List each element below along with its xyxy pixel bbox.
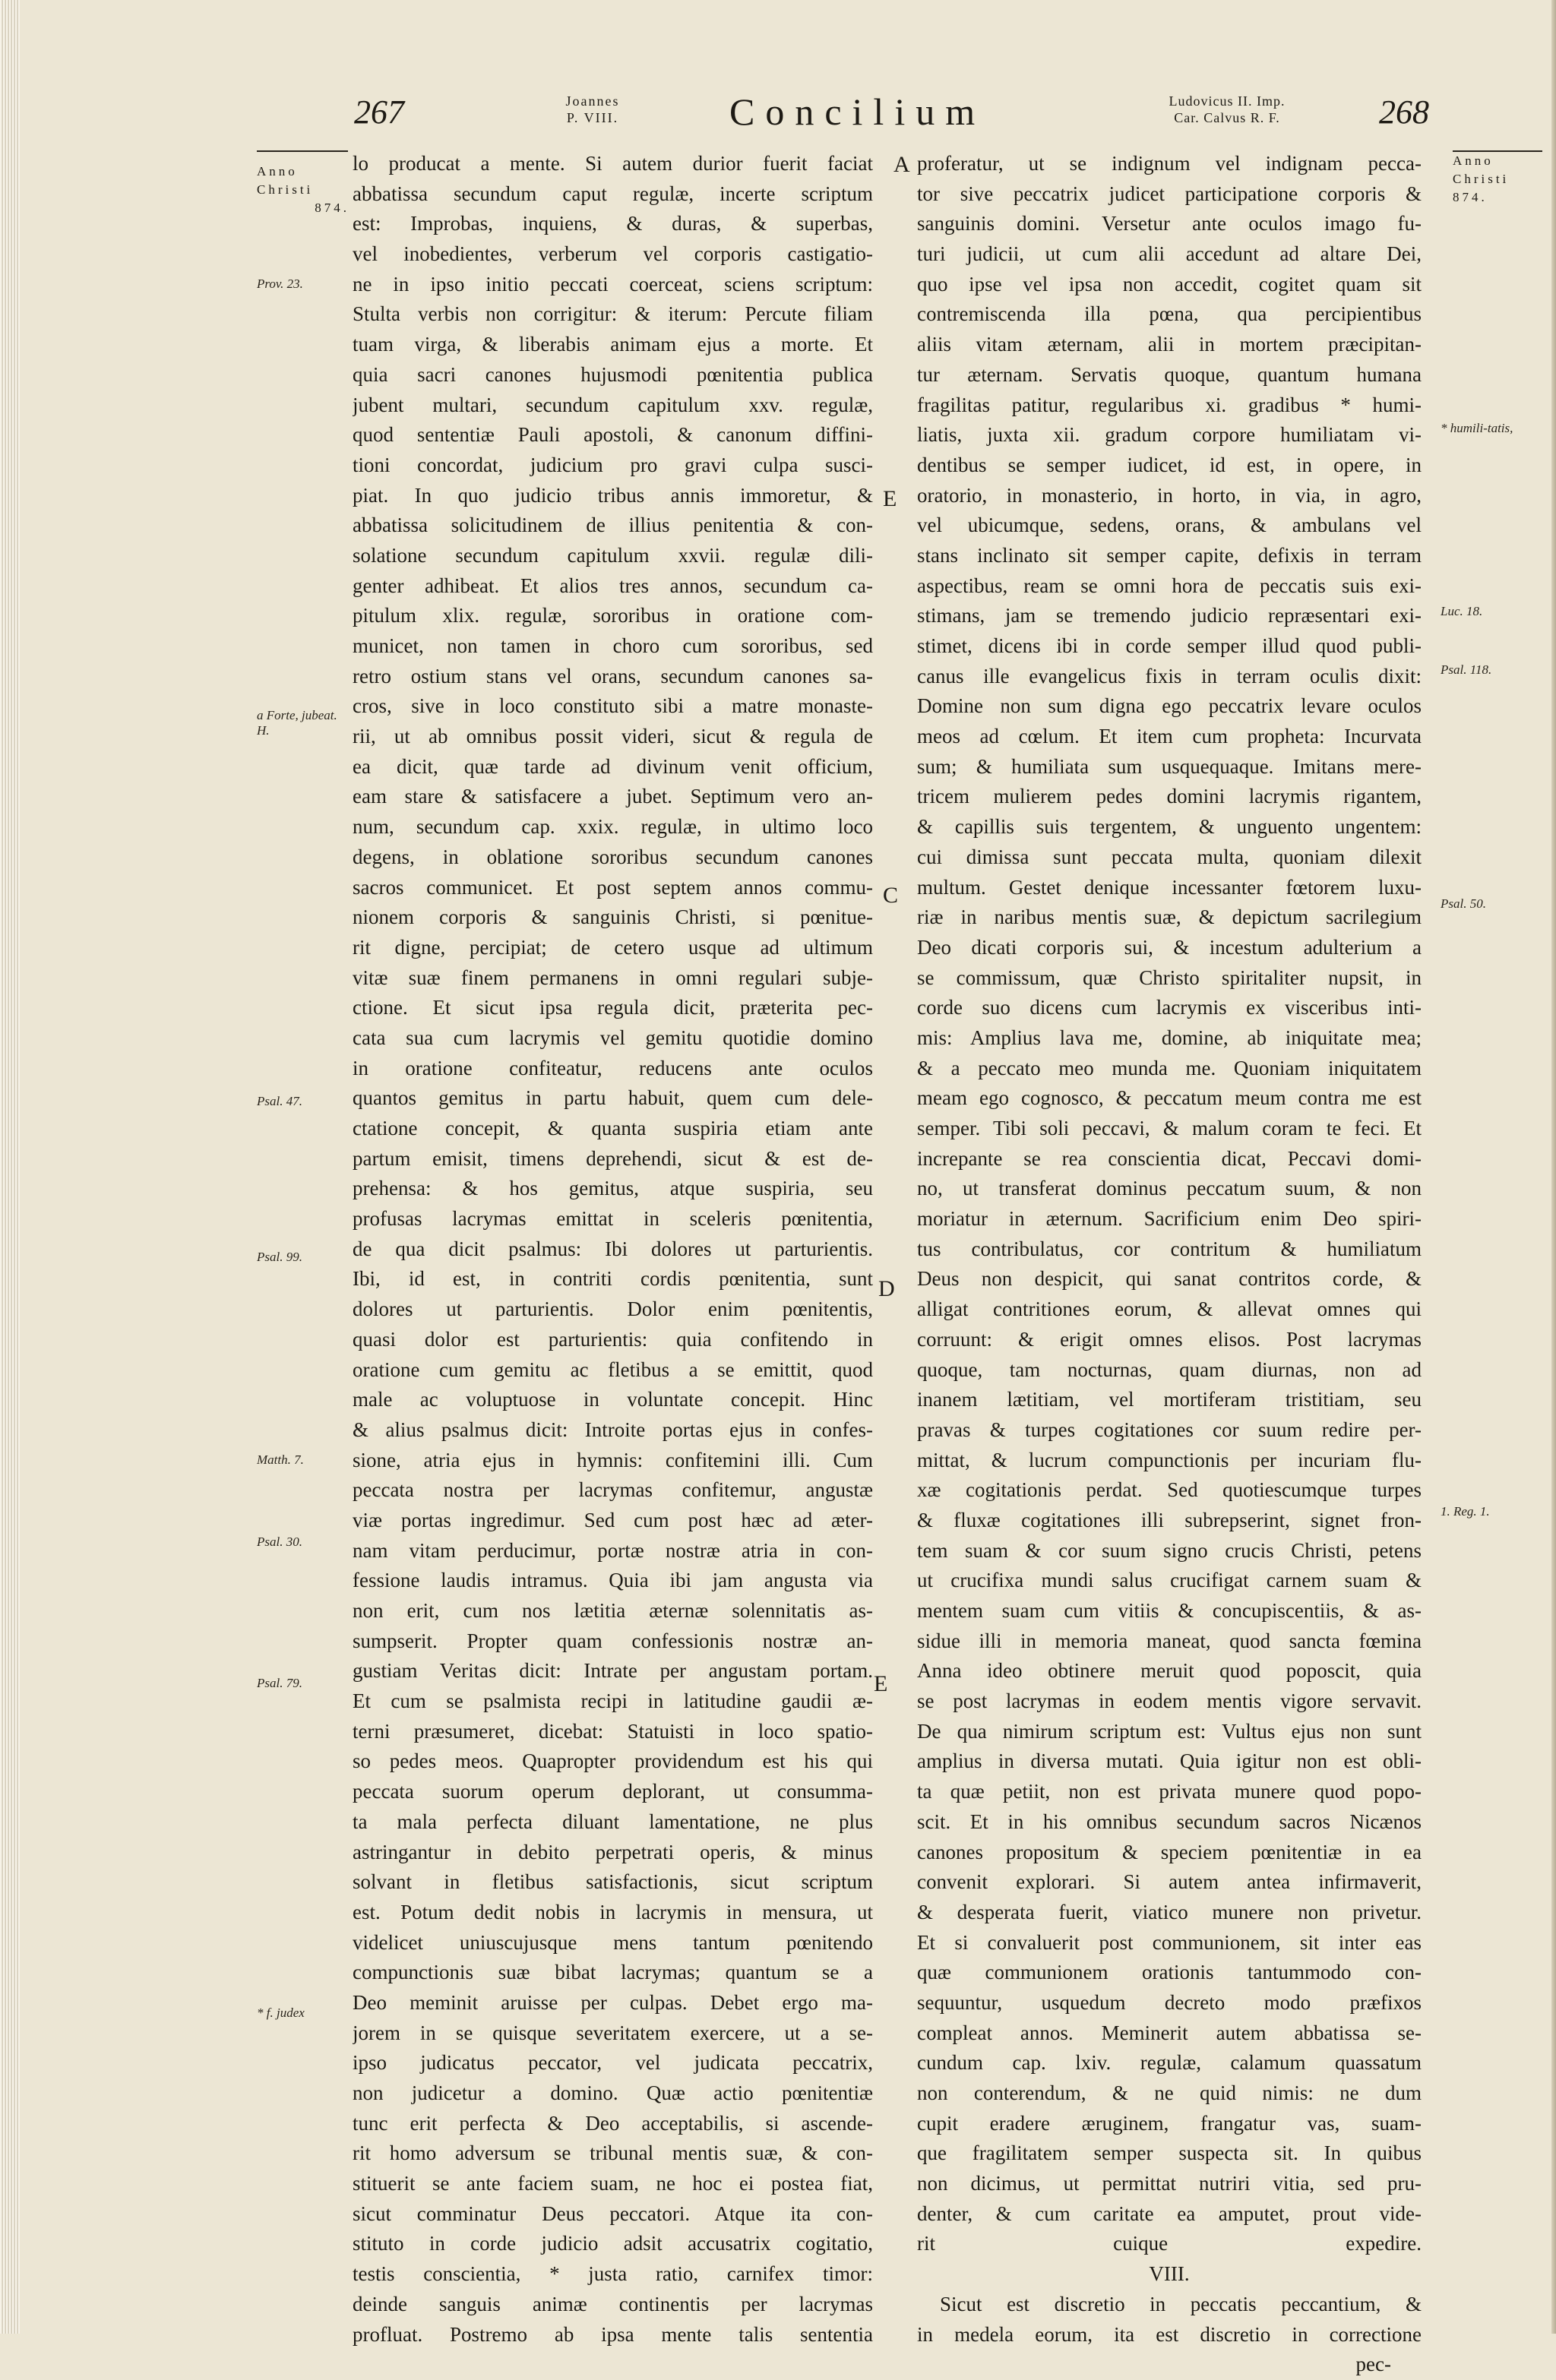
page-edge-right [1551, 0, 1556, 2334]
year-label: 874. [315, 201, 349, 215]
text-line: corde suo dicens cum lacrymis ex visceribus inti- [917, 996, 1422, 1019]
text-line: sicut comminatur Deus peccatori. Atque ita con- [353, 2201, 873, 2225]
section-text-line: Sicut est discretio in peccatis peccantium, & [940, 2292, 1422, 2315]
right-text-column [917, 149, 1422, 2380]
text-line: compleat annos. Meminerit autem abbatissa se- [917, 2021, 1422, 2044]
text-line: mittat, & lucrum compunctionis per incuriam flu- [917, 1448, 1422, 1471]
text-line: alligat contritiones eorum, & allevat omnes qui [917, 1297, 1422, 1321]
text-line: & alius psalmus dicit: Introite portas ejus in confes- [353, 1418, 873, 1441]
text-line: tor sive peccatrix judicet participatione corporis & [917, 182, 1422, 205]
text-line: rit cuique expedire. [917, 2232, 1422, 2255]
text-line: degens, in oblatione sororibus secundum canones [353, 845, 873, 868]
text-line: proferatur, ut se indignum vel indignam pecca- [917, 152, 1422, 175]
christi-label: Christi [1453, 172, 1510, 186]
text-line: viæ portas ingredimur. Sed cum post hæc ad æter- [353, 1508, 873, 1531]
text-line: & a peccato meo munda me. Quoniam iniquitatem [917, 1056, 1422, 1079]
margin-note-left: Matth. 7. [257, 1452, 304, 1467]
text-line: piat. In quo judicio tribus annis immoretur, & [353, 483, 873, 507]
text-line: in oratione confiteatur, reducens ante oculos [353, 1056, 873, 1079]
text-line: tem suam & cor suum signo crucis Christi, petens [917, 1538, 1422, 1562]
text-line: denter, & cum caritate ea amputet, prout vide- [917, 2201, 1422, 2225]
text-line: cui dimissa sunt peccata multa, quoniam dilexit [917, 845, 1422, 868]
text-line: abbatissa solicitudinem de illius penitentia & con- [353, 514, 873, 537]
text-line: tus contribulatus, cor contritum & humiliatum [917, 1237, 1422, 1260]
text-line: Stulta verbis non corrigitur: & iterum: Percute filiam [353, 302, 873, 326]
anno-label: Anno [1453, 153, 1494, 168]
running-head-left [524, 93, 661, 126]
text-line: Et cum se psalmista recipi in latitudine gaudii æ- [353, 1689, 873, 1713]
text-line: cupit eradere æruginem, frangatur vas, suam- [917, 2111, 1422, 2135]
text-line: stimans, jam se tremendo judicio repræsentari exi- [917, 604, 1422, 627]
text-line: liatis, juxta xii. gradum corpore humiliatam vi- [917, 423, 1422, 447]
text-line: sumpserit. Propter quam confessionis nostræ an- [353, 1629, 873, 1652]
text-line: inanem lætitiam, vel mortiferam tristitiam, seu [917, 1388, 1422, 1411]
margin-note-left: * f. judex [257, 2005, 305, 2020]
text-line: moriatur in æternum. Sacrificium enim Deo spiri- [917, 1207, 1422, 1231]
text-line: meos ad cœlum. Et item cum propheta: Incurvata [917, 725, 1422, 748]
text-line: non judicetur a domino. Quæ actio pœnitentiæ [353, 2081, 873, 2104]
text-line: amplius in diversa mutati. Quia igitur non est obli- [917, 1749, 1422, 1773]
text-line: & desperata fuerit, viatico munere non privetur. [917, 1900, 1422, 1923]
text-line: non erit, cum nos lætitia æternæ solennitatis as- [353, 1599, 873, 1622]
section-letter: E [883, 486, 897, 511]
text-line: ne in ipso initio peccati coerceat, sciens scriptum: [353, 272, 873, 296]
text-line: stimet, dicens ibi in corde semper illud quod publi- [917, 634, 1422, 657]
margin-note-left: Psal. 30. [257, 1535, 302, 1549]
text-line: tioni concordat, judicium pro gravi culpa susci- [353, 453, 873, 476]
text-line: genter adhibeat. Et alios tres annos, secundum ca- [353, 574, 873, 597]
text-line: oratione cum gemitu ac fletibus a se emittit, quod [353, 1358, 873, 1381]
section-letter: A [893, 152, 910, 177]
text-line: num, secundum cap. xxix. regulæ, in ultimo loco [353, 815, 873, 839]
text-line: partum emisit, timens deprehendi, sicut & est de- [353, 1146, 873, 1170]
left-text-column [353, 149, 873, 2350]
text-line: eam stare & satisfacere a jubet. Septimum vero an- [353, 785, 873, 808]
running-header [0, 85, 1556, 146]
text-line: cros, sive in loco constituto sibi a matre monaste- [353, 694, 873, 718]
text-line: so pedes meos. Quapropter providendum est his qui [353, 1749, 873, 1773]
text-line: aspectibus, ream se omni hora de peccatis suis exi- [917, 574, 1422, 597]
text-line: quoque, tam nocturnas, quam diurnas, non ad [917, 1358, 1422, 1381]
text-line: rii, ut ab omnibus possit videri, sicut & regula de [353, 725, 873, 748]
text-line: est. Potum dedit nobis in lacrymis in mensura, ut [353, 1900, 873, 1923]
text-line: & fluxæ cogitationes illi subrepserint, signet fron- [917, 1508, 1422, 1531]
section-letter: D [878, 1276, 895, 1301]
section-letter: C [883, 883, 899, 908]
text-line: non dicimus, ut permittat nutriri vitia, sed pru- [917, 2172, 1422, 2195]
anno-christi-left [257, 163, 349, 217]
section-number: VIII. [1149, 2262, 1190, 2286]
margin-note-right: Psal. 50. [1441, 896, 1486, 911]
anno-label: Anno [257, 164, 298, 179]
text-line: solvant in fletibus satisfactionis, sicut scriptum [353, 1870, 873, 1894]
text-line: astringantur in debito perpetrati operis, & minus [353, 1840, 873, 1863]
text-line: gustiam Veritas dicit: Intrate per angustam portam. [353, 1659, 873, 1683]
text-line: quantos gemitus in partu habuit, quem cum dele- [353, 1086, 873, 1110]
text-line: est: Improbas, inquiens, & duras, & superbas, [353, 212, 873, 235]
text-line: ctatione concepit, & quanta suspiria etiam ante [353, 1117, 873, 1139]
christi-label: Christi [257, 182, 314, 197]
text-line: deinde sanguis animæ continentis per lacrymas [353, 2292, 873, 2315]
margin-note-right: * humili-tatis, [1441, 421, 1513, 435]
running-head-left-line: Joannes [565, 93, 620, 109]
text-line: contremiscenda illa pœna, qua percipientibus [917, 302, 1422, 326]
section-letter: E [874, 1671, 888, 1696]
text-line: tur æternam. Servatis quoque, quantum humana [917, 362, 1422, 386]
text-line: canones propositum & speciem pœnitentiæ in ea [917, 1840, 1422, 1863]
text-line: dolores ut parturientis. Dolor enim pœnitentis, [353, 1297, 873, 1321]
text-line: prehensa: & hos gemitus, atque suspiria, seu [353, 1177, 873, 1200]
text-line: compunctionis suæ bibat lacrymas; quantum se a [353, 1961, 873, 1984]
text-line: sum; & humiliata sum usquequaque. Imitans mere- [917, 754, 1422, 778]
running-head-right-line: Car. Calvus R. F. [1174, 110, 1280, 125]
text-line: cundum cap. lxiv. regulæ, calamum quassatum [917, 2051, 1422, 2075]
margin-note-left: a Forte, jubeat. H. [257, 708, 337, 738]
text-line: Et si convaluerit post communionem, sit inter eas [917, 1930, 1422, 1954]
margin-note-left: Psal. 99. [257, 1250, 302, 1264]
text-line: retro ostium stans vel orans, secundum canones sa- [353, 664, 873, 687]
header-rule-left [257, 150, 348, 152]
text-line: nionem corporis & sanguinis Christi, si pœnitue- [353, 906, 873, 929]
text-line: abbatissa secundum caput regulæ, incerte scriptum [353, 182, 873, 205]
text-line: tuam virga, & liberabis animam ejus a morte. Et [353, 333, 873, 356]
running-head-right [1098, 93, 1356, 126]
text-line: scit. Et in his omnibus secundum sacros Nicænos [917, 1809, 1422, 1833]
text-line: Anna ideo obtinere meruit quod poposcit, quia [917, 1659, 1422, 1683]
text-line: stituto in corde judicio adsit accusatrix cogitatio, [353, 2232, 873, 2255]
text-line: aliis vitam æternam, alii in mortem præcipitan- [917, 333, 1422, 356]
text-line: vel ubicumque, sedens, orans, & ambulans vel [917, 514, 1422, 537]
text-line: fessione laudis intramus. Quia ibi jam angusta via [353, 1569, 873, 1592]
text-line: se commissum, quæ Christo spiritaliter nupsit, in [917, 966, 1422, 989]
text-line: municet, non tamen in choro cum sororibus, sed [353, 634, 873, 657]
text-line: jorem in se quisque severitatem exercere, ut a se- [353, 2021, 873, 2044]
margin-note-left: Psal. 47. [257, 1094, 302, 1108]
text-line: Ibi, id est, in contriti cordis pœnitentia, sunt [353, 1267, 873, 1291]
text-line: sione, atria ejus in hymnis: confitemini illi. Cum [353, 1448, 873, 1471]
text-line: sanguinis domini. Versetur ante oculos imago fu- [917, 212, 1422, 235]
text-line: Deo dicati corporis sui, & incestum adulterium a [917, 935, 1422, 959]
margin-note-left: Psal. 79. [257, 1676, 302, 1690]
text-line: fragilitas patitur, regularibus xi. gradibus * humi- [917, 393, 1422, 416]
text-line: testis conscientia, * justa ratio, carnifex timor: [353, 2262, 873, 2286]
text-line: male ac voluptuose in voluntate concepit. Hinc [353, 1388, 873, 1411]
running-head-right-line: Ludovicus II. Imp. [1169, 93, 1286, 109]
text-line: Deo meminit aruisse per culpas. Debet ergo ma- [353, 1990, 873, 2014]
catchword: pec- [1355, 2353, 1391, 2376]
text-line: nam vitam perducimur, portæ nostræ atria in con- [353, 1538, 873, 1562]
margin-note-right: 1. Reg. 1. [1441, 1504, 1490, 1519]
margin-note-right: Psal. 118. [1441, 662, 1492, 677]
text-line: meam ego cognosco, & peccatum meum contra me est [917, 1086, 1422, 1110]
text-line: riæ in naribus mentis suæ, & depictum sacrilegium [917, 906, 1422, 929]
text-line: convenit explorari. Si autem antea infirmaverit, [917, 1870, 1422, 1894]
text-line: vel inobedientes, verberum vel corporis castigatio- [353, 242, 873, 266]
text-line: lo producat a mente. Si autem durior fuerit faciat [353, 152, 873, 175]
text-line: sequuntur, usquedum decreto modo præfixos [917, 1990, 1422, 2014]
text-line: mis: Amplius lava me, domine, ab iniquitate mea; [917, 1026, 1422, 1049]
anno-christi-right [1453, 152, 1545, 207]
text-line: pravas & turpes cogitationes cor suum redire per- [917, 1418, 1422, 1441]
text-line: sacros communicet. Et post septem annos commu- [353, 875, 873, 899]
text-line: increpante se rea conscientia dicat, Peccavi domi- [917, 1146, 1422, 1170]
text-line: & capillis suis tergentem, & unguento ungentem: [917, 815, 1422, 839]
text-line: dentibus se semper iudicet, id est, in opere, in [917, 453, 1422, 476]
text-line: sidue illi in memoria maneat, quod sancta fœmina [917, 1629, 1422, 1652]
text-line: no, ut transferat dominus peccatum suum, & non [917, 1177, 1422, 1200]
text-line: se post lacrymas in eodem mentis vigore servavit. [917, 1689, 1422, 1713]
text-line: stituerit se ante faciem suam, ne hoc ei postea fiat, [353, 2172, 873, 2195]
text-line: multum. Gestet denique incessanter fœtorem luxu- [917, 875, 1422, 899]
text-line: tricem mulierem pedes domini lacrymis rigantem, [917, 785, 1422, 808]
text-line: Deus non despicit, qui sanat contritos corde, & [917, 1267, 1422, 1291]
text-line: ut crucifixa mundi salus crucifigat carnem suam & [917, 1569, 1422, 1592]
text-line: cata sua cum lacrymis vel gemitu quotidie domino [353, 1026, 873, 1049]
text-line: videlicet uniuscujusque mens tantum pœnitendo [353, 1930, 873, 1954]
text-line: quia sacri canones hujusmodi pœnitentia publica [353, 362, 873, 386]
running-title: Concilium [729, 90, 986, 133]
page-number-right: 268 [1379, 93, 1429, 131]
text-line: peccata suorum operum deplorant, ut consumma- [353, 1780, 873, 1803]
text-line: peccata nostra per lacrymas confitemur, angustæ [353, 1478, 873, 1502]
text-line: quo ipse vel ipsa non accedit, cogitet quam sit [917, 272, 1422, 296]
text-line: rit digne, percipiat; de cetero usque ad ultimum [353, 935, 873, 959]
text-line: semper. Tibi soli peccavi, & malum coram te feci. Et [917, 1117, 1422, 1139]
text-line: solatione secundum capitulum xxvii. regulæ dili- [353, 543, 873, 567]
section-text-line: in medela eorum, ita est discretio in correctione [917, 2322, 1422, 2346]
text-line: rit homo adversum se tribunal mentis suæ, & con- [353, 2141, 873, 2165]
text-line: de qua dicit psalmus: Ibi dolores ut parturientis. [353, 1237, 873, 1260]
text-line: non conterendum, & ne quid nimis: ne dum [917, 2081, 1422, 2104]
margin-note-left: Prov. 23. [257, 277, 303, 291]
text-line: ea dicit, quæ tarde ad divinum venit officium, [353, 754, 873, 778]
text-line: terni præsumeret, dicebat: Statuisti in loco spatio- [353, 1719, 873, 1743]
text-line: mentem suam cum vitiis & concupiscentiis, & as- [917, 1599, 1422, 1622]
text-line: quasi dolor est parturientis: quia confitendo in [353, 1327, 873, 1351]
text-line: xæ cogitationis perdat. Sed quotiescumque turpes [917, 1478, 1422, 1502]
text-line: Domine non sum digna ego peccatrix levare oculos [917, 694, 1422, 718]
text-line: tunc erit perfecta & Deo acceptabilis, si ascende- [353, 2111, 873, 2135]
text-line: ta mala perfecta diluant lamentatione, ne plus [353, 1809, 873, 1833]
page-number-left: 267 [354, 93, 404, 131]
text-line: ipso judicatus peccator, vel judicata peccatrix, [353, 2051, 873, 2075]
text-line: quod sententiæ Pauli apostoli, & canonum diffini- [353, 423, 873, 447]
text-line: vitæ suæ finem permanens in omni regulari subje- [353, 966, 873, 989]
text-line: corruunt: & erigit omnes elisos. Post lacrymas [917, 1327, 1422, 1351]
text-line: quæ communionem orationis tantummodo con- [917, 1961, 1422, 1984]
page-edge-left [0, 0, 20, 2334]
text-line: turi judicii, ut cum alii accedunt ad altare Dei, [917, 242, 1422, 266]
year-label: 874. [1453, 190, 1488, 204]
text-line: canus ille evangelicus fixis in terram oculis dixit: [917, 664, 1422, 687]
text-line: que fragilitatem semper suspecta sit. In quibus [917, 2141, 1422, 2165]
text-line: ctione. Et sicut ipsa regula dicit, præterita pec- [353, 996, 873, 1019]
text-line: stans inclinato sit semper capite, defixis in terram [917, 543, 1422, 567]
text-line: De qua nimirum scriptum est: Vultus ejus non sunt [917, 1719, 1422, 1743]
margin-note-right: Luc. 18. [1441, 604, 1483, 618]
running-head-left-line: P. VIII. [566, 110, 619, 125]
text-line: pitulum xlix. regulæ, sororibus in oratione com- [353, 604, 873, 627]
text-line: ta quæ petiit, non est privata munere quod popo- [917, 1780, 1422, 1803]
text-line: profusas lacrymas emittat in sceleris pœnitentia, [353, 1207, 873, 1231]
text-line: jubent multari, secundum capitulum xxv. regulæ, [353, 393, 873, 416]
text-line: oratorio, in monasterio, in horto, in via, in agro, [917, 483, 1422, 507]
text-line: profluat. Postremo ab ipsa mente talis sententia [353, 2322, 873, 2346]
